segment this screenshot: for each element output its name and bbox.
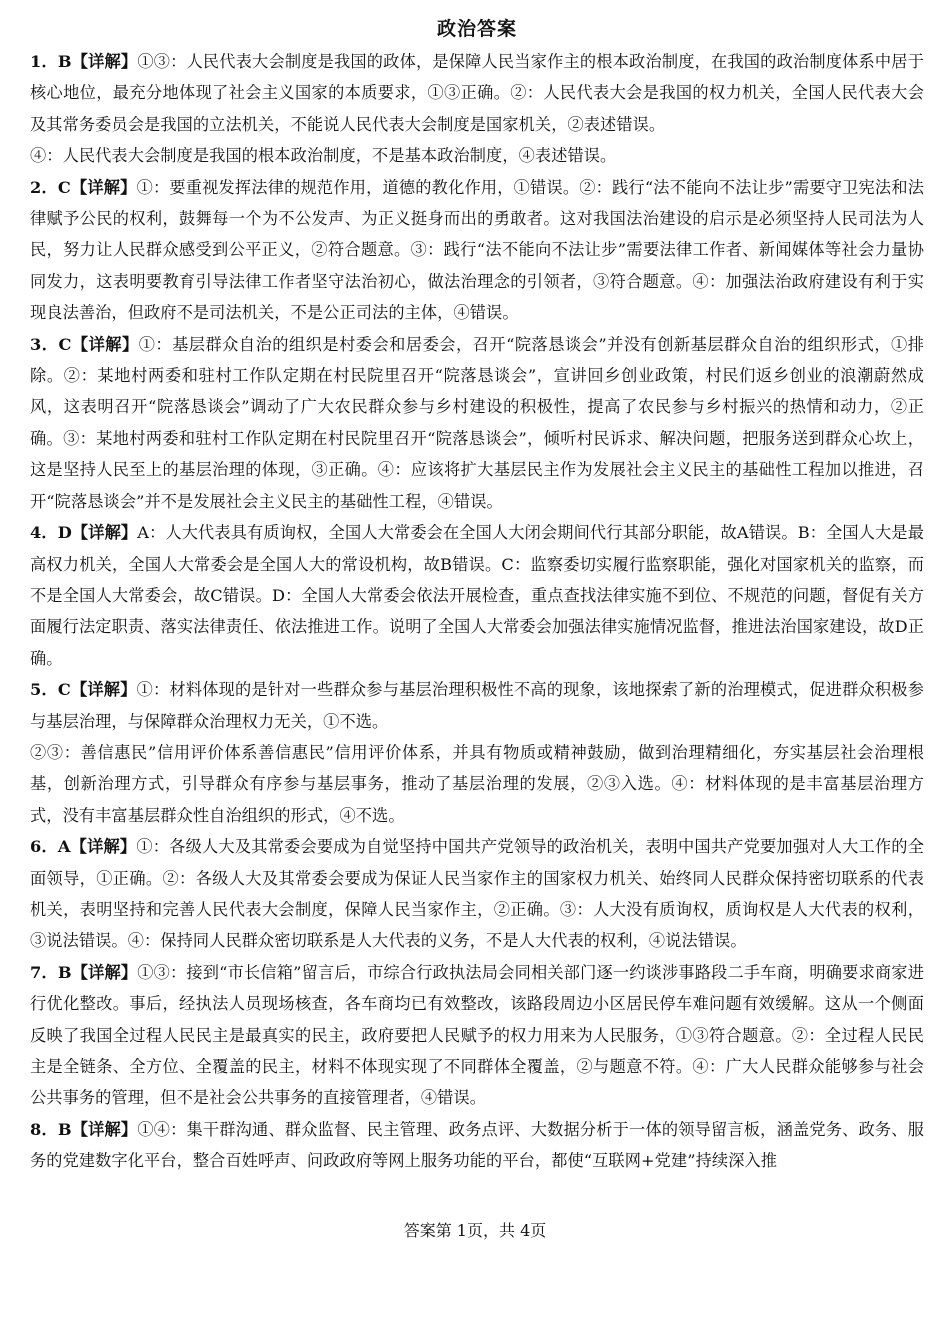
explanation-tag: 【详解】: [71, 962, 138, 982]
explanation-text: ①④：集干群沟通、群众监督、民主管理、政务点评、大数据分析于一体的领导留言板，涵盖党务、政务、服务的党建数字化平台，整合百姓呼声、问政政府等网上服务功能的平台，都使“互联网+党建”持续深入推: [30, 1119, 924, 1171]
page-footer: 答案第 1页，共 4页: [403, 1221, 547, 1240]
explanation-tag: 【详解】: [71, 523, 138, 543]
answer-item: [30, 517, 924, 674]
answer-paragraph: [30, 737, 924, 831]
question-number: 1．B: [30, 52, 72, 71]
answer-paragraph: [30, 674, 924, 737]
page-title: 政治答案: [436, 18, 517, 40]
explanation-text: ①③：人民代表大会制度是我国的政体，是保障人民当家作主的根本政治制度，在我国的政治制度体系中居于核心地位，最充分地体现了社会主义国家的本质要求，①③正确。②：人民代表大会是我国的权力机关，全国人民代表大会及其常务委员会是我国的立法机关，不能说人民代表大会制度是国家机关，②表述错误。: [30, 52, 924, 134]
explanation-text: ①③：接到“市长信箱”留言后，市综合行政执法局会同相关部门逐一约谈涉事路段二手车商，明确要求商家进行优化整改。事后，经执法人员现场核查，各车商均已有效整改，该路段周边小区居民停车难问题有效缓解。这从一个侧面反映了我国全过程人民民主是最真实的民主，政府要把人民赋予的权力用来为人民服务，①③符合题意。②：全过程人民民主是全链条、全方位、全覆盖的民主，材料不体现实现了不同群体全覆盖，②与题意不符。④：广大人民群众能够参与社会公共事务的管理，但不是社会公共事务的直接管理者，④错误。: [30, 962, 924, 1108]
answer-item: [30, 831, 924, 957]
explanation-tag: 【详解】: [71, 1119, 138, 1139]
explanation-text: A：人大代表具有质询权，全国人大常委会在全国人大闭会期间代行其部分职能，故A错误。B：全国人大是最高权力机关，全国人大常委会是全国人大的常设机构，故B错误。C：监察委切实履行监察职能，强化对国家机关的监察，而不是全国人大常委会，故C错误。D：全国人大常委会依法开展检查，重点查找法律实施不到位、不规范的问题，督促有关方面履行法定职责、落实法律责任、依法推进工作。说明了全国人大常委会加强法律实施情况监督，推进法治国家建设，故D正确。: [30, 523, 924, 668]
answer-item: [30, 329, 924, 517]
answer-paragraph: [30, 172, 924, 329]
explanation-tag: 【详解】: [70, 680, 137, 700]
question-number: 2．C: [30, 177, 71, 197]
question-number: 8．B: [30, 1119, 72, 1139]
explanation-tag: 【详解】: [70, 177, 137, 197]
answer-paragraph: [30, 831, 924, 957]
question-number: 6．A: [30, 837, 71, 857]
explanation-tag: 【详解】: [70, 837, 137, 857]
answer-paragraph: [30, 329, 924, 517]
explanation-text: ②③：善信惠民”信用评价体系善信惠民”信用评价体系，并具有物质或精神鼓励，做到治理精细化，夯实基层社会治理根基，创新治理方式，引导群众有序参与基层事务，推动了基层治理的发展，②③入选。④：材料体现的是丰富基层治理方式，没有丰富基层群众性自治组织的形式，④不选。: [30, 742, 924, 825]
answer-paragraph: [30, 46, 924, 140]
answer-list: [30, 46, 924, 1177]
explanation-text: ④：人民代表大会制度是我国的根本政治制度，不是基本政治制度，④表述错误。: [30, 146, 617, 166]
explanation-text: ①：基层群众自治的组织是村委会和居委会，召开“院落恳谈会”并没有创新基层群众自治的组织形式，①排除。②：某地村两委和驻村工作队定期在村民院里召开“院落恳谈会”，宣讲回乡创业政策，村民们返乡创业的浪潮蔚然成风，这表明召开“院落恳谈会”调动了广大农民群众参与乡村建设的积极性，提高了农民参与乡村振兴的热情和动力，②正确。③：某地村两委和驻村工作队定期在村民院里召开“院落恳谈会”，倾听村民诉求、解决问题，把服务送到群众心坎上，这是坚持人民至上的基层治理的体现，③正确。④：应该将扩大基层民主作为发展社会主义民主的基础性工程加以推进，召开“院落恳谈会”并不是发展社会主义民主的基础性工程，④错误。: [30, 334, 924, 511]
question-number: 4．D: [30, 523, 72, 543]
answer-item: [30, 1114, 924, 1177]
answer-paragraph: [30, 517, 924, 674]
explanation-tag: 【详解】: [71, 52, 138, 71]
question-number: 7．B: [30, 962, 72, 982]
answer-item: [30, 957, 924, 1114]
explanation-text: ①：材料体现的是针对一些群众参与基层治理积极性不高的现象，该地探索了新的治理模式，促进群众积极参与基层治理，与保障群众治理权力无关，①不选。: [30, 680, 924, 731]
answer-item: [30, 674, 924, 831]
answer-paragraph: [30, 140, 924, 171]
explanation-text: ①：各级人大及其常委会要成为自觉坚持中国共产党领导的政治机关，表明中国共产党要加强对人大工作的全面领导，①正确。②：各级人大及其常委会要成为保证人民当家作主的国家权力机关、始终同人民群众保持密切联系的代表机关，表明坚持和完善人民代表大会制度，保障人民当家作主，②正确。③：人大没有质询权，质询权是人大代表的权利，③说法错误。④：保持同人民群众密切联系是人大代表的义务，不是人大代表的权利，④说法错误。: [30, 837, 925, 951]
answer-paragraph: [30, 957, 924, 1114]
explanation-tag: 【详解】: [71, 334, 139, 354]
explanation-text: ①：要重视发挥法律的规范作用，道德的教化作用，①错误。②：践行“法不能向不法让步”需要守卫宪法和法律赋予公民的权利，鼓舞每一个为不公发声、为正义挺身而出的勇敢者。这对我国法治建设的启示是必须坚持人民司法为人民，努力让人民群众感受到公平正义，②符合题意。③：践行“法不能向不法让步”需要法律工作者、新闻媒体等社会力量协同发力，这表明要教育引导法律工作者坚守法治初心，做法治理念的引领者，③符合题意。④：加强法治政府建设有利于实现良法善治，但政府不是司法机关，不是公正司法的主体，④错误。: [30, 177, 925, 323]
question-number: 5．C: [30, 680, 71, 700]
question-number: 3．C: [30, 334, 72, 354]
answer-item: [30, 172, 924, 329]
answer-item: [30, 46, 924, 172]
answer-paragraph: [30, 1114, 924, 1177]
